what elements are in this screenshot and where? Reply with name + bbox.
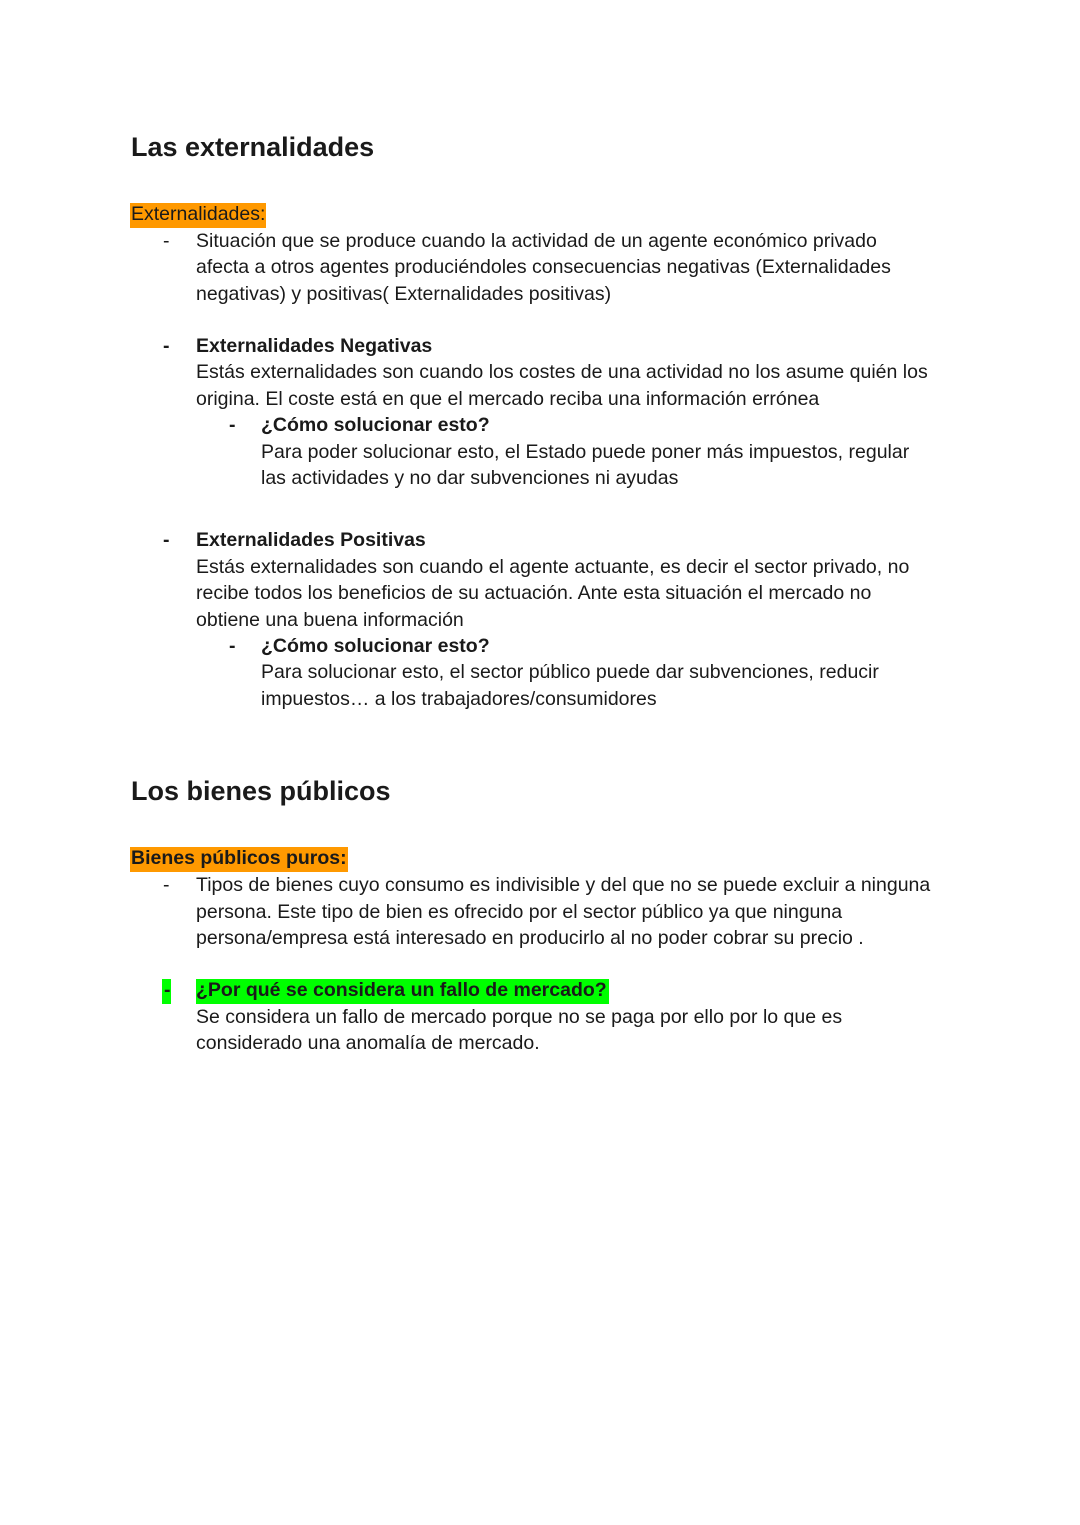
bullet-dash: - (229, 414, 236, 436)
section-title-externalidades: Las externalidades (131, 132, 375, 162)
positive-question: ¿Cómo solucionar esto? (261, 635, 490, 657)
bullet-dash: - (163, 529, 170, 551)
definition-line: negativas) y positivas( Externalidades positivas) (196, 283, 612, 305)
definition-line: Situación que se produce cuando la actividad de un agente económico privado (196, 230, 877, 252)
positive-text-line: obtiene una buena información (196, 609, 464, 631)
section-title-bienes-publicos: Los bienes públicos (131, 776, 391, 806)
bullet-dash: - (163, 230, 170, 252)
positive-answer-line: Para solucionar esto, el sector público puede dar subvenciones, reducir (261, 661, 879, 683)
definition-line: afecta a otros agentes produciéndoles consecuencias negativas (Externalidades (196, 256, 891, 278)
negative-answer-line: Para poder solucionar esto, el Estado puede poner más impuestos, regular (261, 441, 910, 463)
bullet-dash: - (163, 874, 170, 896)
bullet-dash: - (229, 635, 236, 657)
label-bienes-publicos-puros: Bienes públicos puros: (130, 847, 348, 872)
negative-text-line: origina. El coste está en que el mercado reciba una información errónea (196, 388, 820, 410)
bullet-dash: - (163, 335, 170, 357)
bullet-dash: - (162, 979, 171, 1004)
heading-externalidades-negativas: Externalidades Negativas (196, 335, 433, 357)
negative-question: ¿Cómo solucionar esto? (261, 414, 490, 436)
negative-answer-line: las actividades y no dar subvenciones ni ayudas (261, 467, 679, 489)
positive-text-line: recibe todos los beneficios de su actuación. Ante esta situación el mercado no (196, 582, 872, 604)
fallo-mercado-answer-line: Se considera un fallo de mercado porque no se paga por ello por lo que es (196, 1006, 843, 1028)
negative-text-line: Estás externalidades son cuando los costes de una actividad no los asume quién los (196, 361, 928, 383)
bienes-definition-line: Tipos de bienes cuyo consumo es indivisible y del que no se puede excluir a ninguna (196, 874, 931, 896)
label-externalidades: Externalidades: (130, 203, 266, 228)
bienes-definition-line: persona. Este tipo de bien es ofrecido por el sector público ya que ninguna (196, 901, 843, 923)
fallo-mercado-question: ¿Por qué se considera un fallo de mercado? (196, 979, 609, 1004)
positive-answer-line: impuestos… a los trabajadores/consumidores (261, 688, 657, 710)
bienes-definition-line: persona/empresa está interesado en producirlo al no poder cobrar su precio . (196, 927, 864, 949)
positive-text-line: Estás externalidades son cuando el agente actuante, es decir el sector privado, no (196, 556, 910, 578)
fallo-mercado-answer-line: considerado una anomalía de mercado. (196, 1032, 540, 1054)
heading-externalidades-positivas: Externalidades Positivas (196, 529, 426, 551)
